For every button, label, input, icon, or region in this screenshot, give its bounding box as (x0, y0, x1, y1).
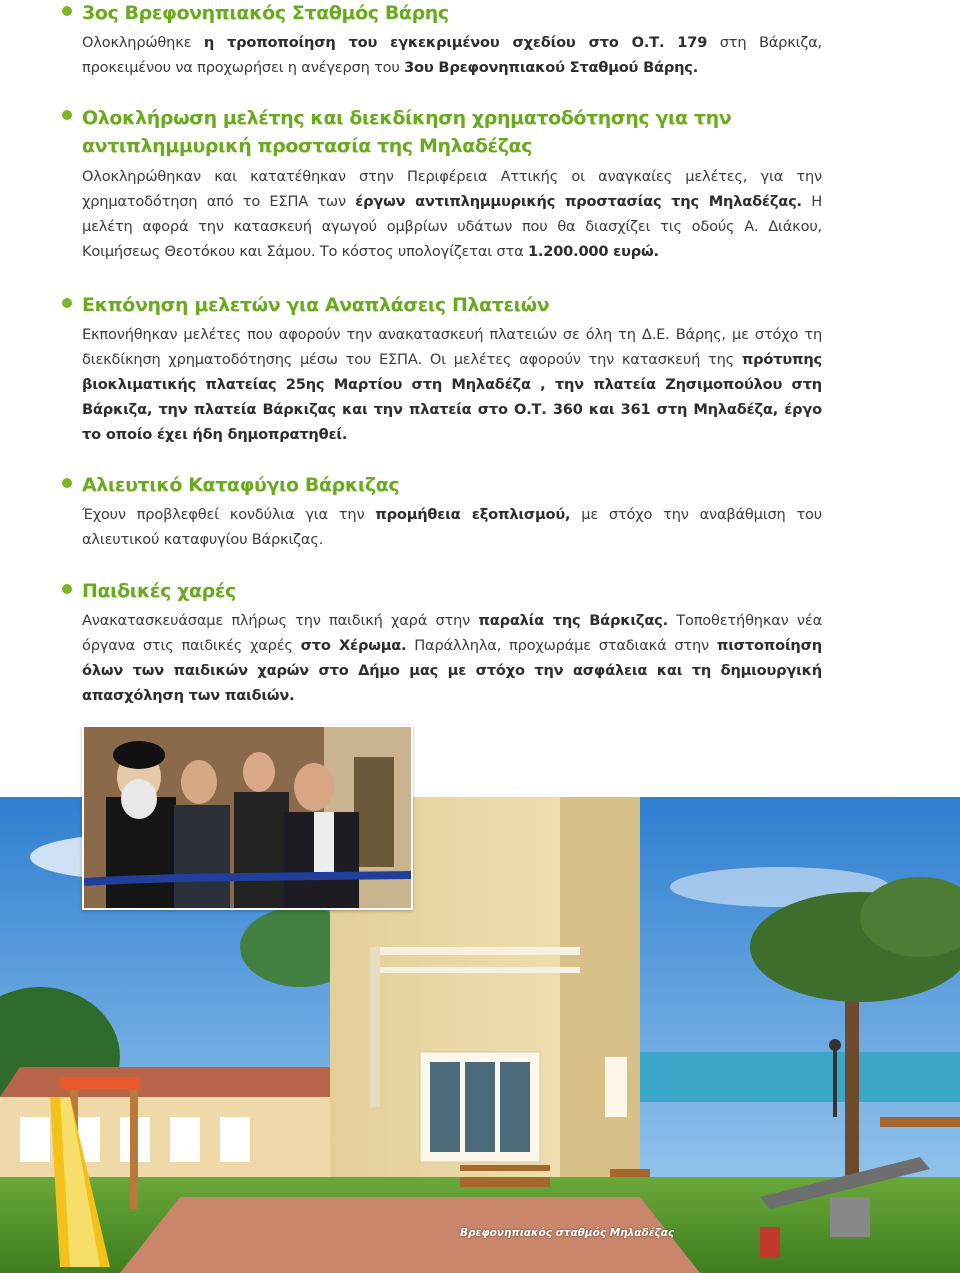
section-1 (62, 0, 822, 80)
section-heading: Αλιευτικό Καταφύγιο Βάρκιζας (82, 474, 400, 496)
section-5 (62, 578, 822, 708)
section-2 (62, 104, 822, 264)
photo-caption: Βρεφονηπιακός σταθμός Μηλαδέζας (460, 1227, 675, 1239)
ribbon-cutting-illustration (84, 727, 413, 910)
emphasis-text: προμήθεια εξοπλισμού, (375, 506, 571, 523)
ribbon-cutting-photo (82, 725, 413, 910)
body-text: Εκπονήθηκαν μελέτες που αφορούν την ανακατασκευή πλατειών σε όλη τη Δ.Ε. Βάρης, με στόχο τη διεκδίκηση χρηματοδότησης μέσω του ΕΣΠΑ. Οι μελέτες αφορούν την κατασκευή της (82, 326, 822, 368)
section-4 (62, 472, 822, 552)
emphasis-text: στο Χέρωμα. (300, 637, 407, 654)
emphasis-text: η τροποποίηση του εγκεκριμένου σχεδίου στο Ο.Τ. 179 (203, 34, 708, 51)
body-text: Παράλληλα, προχωράμε σταδιακά στην (406, 637, 717, 654)
bullet-icon (62, 298, 72, 308)
section-heading: Παιδικές χαρές (82, 580, 236, 602)
emphasis-text: πρότυπης βιοκλιματικής πλατείας 25ης Μαρτίου στη Μηλαδέζα , την πλατεία Ζησιμοπούλου στη Βάρκιζα, την πλατεία Βάρκιζας και την πλατεία στο Ο.Τ. 360 και 361 στη Μηλαδέζα, έργο το οποίο έχει ήδη δημοπρατηθεί. (82, 351, 822, 443)
section-body (82, 502, 822, 552)
body-text: Ολοκληρώθηκε (82, 34, 204, 51)
section-heading: Εκπόνηση μελετών για Αναπλάσεις Πλατειών (82, 294, 550, 316)
body-text: Τοποθετήθηκαν νέα όργανα στις παιδικές χαρές (82, 612, 822, 654)
emphasis-text: έργων αντιπλημμυρικής προστασίας της Μηλαδέζας. (355, 193, 802, 210)
section-body (82, 30, 822, 80)
bullet-icon (62, 6, 72, 16)
section-3 (62, 292, 822, 447)
body-text: Έχουν προβλεφθεί κονδύλια για την (82, 506, 376, 523)
emphasis-text: 1.200.000 ευρώ. (527, 243, 659, 260)
bullet-icon (62, 110, 72, 120)
bullet-icon (62, 478, 72, 488)
body-text: με στόχο την αναβάθμιση του αλιευτικού καταφυγίου Βάρκιζας. (82, 506, 823, 548)
body-text: Η μελέτη αφορά την κατασκευή αγωγού ομβρίων υδάτων που θα διασχίζει τις οδούς Α. Διάκου, Κοιμήσεως Θεοτόκου και Σάμου. Το κόστος υπολογίζεται στα (82, 193, 822, 260)
body-text: στη Βάρκιζα, προκειμένου να προχωρήσει η ανέγερση του (82, 34, 822, 76)
section-heading: Ολοκλήρωση μελέτης και διεκδίκηση χρηματοδότησης για την αντιπλημμυρική προστασία της Μηλαδέζας (82, 107, 732, 157)
emphasis-text: παραλία της Βάρκιζας. (478, 612, 668, 629)
emphasis-text: 3ου Βρεφονηπιακού Σταθμού Βάρης. (404, 59, 699, 76)
section-body (82, 322, 822, 447)
section-heading: 3ος Βρεφονηπιακός Σταθμός Βάρης (82, 2, 449, 24)
body-text: Ανακατασκευάσαμε πλήρως την παιδική χαρά στην (82, 612, 479, 629)
section-body (82, 164, 822, 264)
bullet-icon (62, 584, 72, 594)
emphasis-text: πιστοποίηση όλων των παιδικών χαρών στο Δήμο μας με στόχο την ασφάλεια και τη δημιουργική απασχόληση των παιδιών. (82, 637, 822, 704)
body-text: Ολοκληρώθηκαν και κατατέθηκαν στην Περιφέρεια Αττικής οι αναγκαίες μελέτες, για την χρηματοδότηση από το ΕΣΠΑ των (82, 168, 822, 210)
section-body (82, 608, 822, 708)
